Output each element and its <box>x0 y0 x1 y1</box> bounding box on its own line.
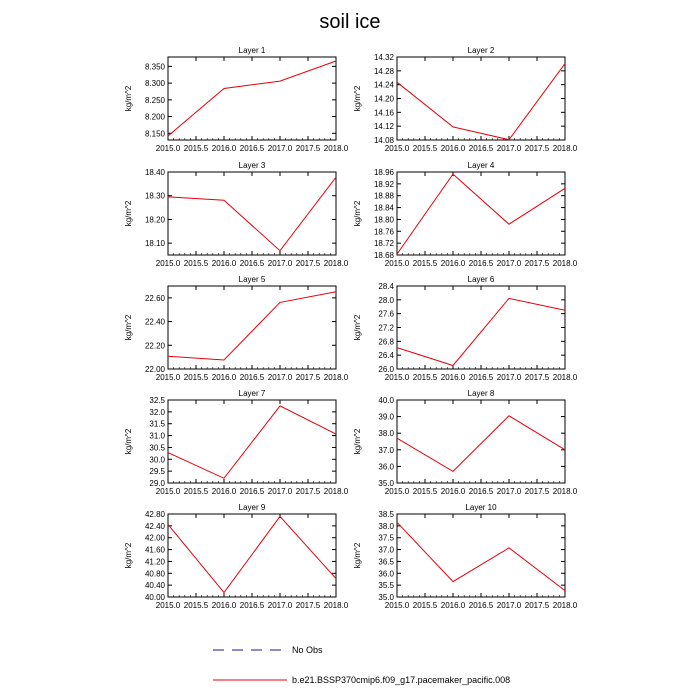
x-tick-label: 2017.0 <box>496 259 522 268</box>
x-tick-label: 2015.0 <box>384 373 410 382</box>
x-tick-label: 2016.5 <box>239 373 265 382</box>
y-tick-label: 18.20 <box>144 215 165 225</box>
y-tick-label: 42.00 <box>144 533 165 543</box>
y-tick-label: 14.12 <box>373 122 394 132</box>
x-tick-label: 2016.5 <box>239 144 265 153</box>
x-tick-label: 2015.0 <box>155 373 181 382</box>
y-tick-label: 28.0 <box>378 295 394 305</box>
x-tick-label: 2018.0 <box>323 601 349 610</box>
x-tick-label: 2016.0 <box>211 144 237 153</box>
y-tick-label: 39.0 <box>378 412 394 422</box>
series-line <box>168 61 336 136</box>
x-tick-label: 2017.0 <box>496 601 522 610</box>
x-tick-label: 2018.0 <box>323 259 349 268</box>
x-tick-label: 2015.5 <box>183 373 209 382</box>
x-tick-label: 2015.0 <box>384 259 410 268</box>
x-tick-label: 2018.0 <box>552 601 578 610</box>
y-tick-label: 26.4 <box>378 351 394 361</box>
x-tick-label: 2016.0 <box>211 487 237 496</box>
legend-model-label: b.e21.BSSP370cmip6.f09_g17.pacemaker_pacific.008 <box>292 675 511 685</box>
x-tick-label: 2016.5 <box>239 601 265 610</box>
chart-panel <box>124 161 349 268</box>
plot-frame <box>397 514 565 597</box>
chart-title: Layer 2 <box>467 46 495 55</box>
x-tick-label: 2015.0 <box>155 601 181 610</box>
x-tick-label: 2017.5 <box>295 487 321 496</box>
y-tick-label: 8.200 <box>144 112 165 122</box>
x-tick-label: 2017.5 <box>524 487 550 496</box>
y-tick-label: 14.20 <box>373 94 394 104</box>
y-tick-label: 40.00 <box>144 593 165 602</box>
y-tick-label: 18.30 <box>144 191 165 201</box>
y-tick-label: 14.24 <box>373 80 394 90</box>
y-axis-label: kg/m^2 <box>353 85 362 112</box>
x-tick-label: 2016.5 <box>239 487 265 496</box>
y-tick-label: 27.2 <box>378 323 394 333</box>
y-axis-label: kg/m^2 <box>353 314 362 341</box>
y-tick-label: 28.4 <box>378 282 394 291</box>
x-tick-label: 2018.0 <box>552 259 578 268</box>
y-tick-label: 8.250 <box>144 95 165 105</box>
x-tick-label: 2018.0 <box>323 487 349 496</box>
y-tick-label: 22.00 <box>144 365 165 374</box>
x-tick-label: 2015.0 <box>155 259 181 268</box>
x-tick-label: 2017.0 <box>496 373 522 382</box>
x-tick-label: 2016.0 <box>211 373 237 382</box>
plot-frame <box>168 286 336 369</box>
x-tick-label: 2015.5 <box>412 144 438 153</box>
x-tick-label: 2016.0 <box>440 259 466 268</box>
chart-title: Layer 7 <box>238 389 266 398</box>
y-tick-label: 22.40 <box>144 317 165 327</box>
y-axis-label: kg/m^2 <box>353 428 362 455</box>
chart-title: Layer 6 <box>467 275 495 284</box>
y-tick-label: 38.0 <box>378 521 394 531</box>
x-tick-label: 2017.5 <box>295 601 321 610</box>
chart-panel <box>124 275 349 382</box>
y-tick-label: 18.40 <box>144 168 165 177</box>
y-axis-label: kg/m^2 <box>124 314 133 341</box>
chart-title: Layer 5 <box>238 275 266 284</box>
x-tick-label: 2016.0 <box>440 373 466 382</box>
x-tick-label: 2015.5 <box>183 487 209 496</box>
y-tick-label: 37.5 <box>378 533 394 543</box>
chart-panel <box>124 46 349 153</box>
chart-panel <box>353 275 578 382</box>
y-tick-label: 8.350 <box>144 62 165 72</box>
x-tick-label: 2017.0 <box>267 144 293 153</box>
y-tick-label: 31.5 <box>149 419 165 429</box>
x-tick-label: 2017.0 <box>267 601 293 610</box>
y-tick-label: 14.28 <box>373 66 394 76</box>
x-tick-label: 2018.0 <box>323 144 349 153</box>
plot-frame <box>397 172 565 255</box>
x-tick-label: 2015.5 <box>412 373 438 382</box>
x-tick-label: 2015.0 <box>384 601 410 610</box>
x-tick-label: 2016.5 <box>468 259 494 268</box>
x-tick-label: 2016.0 <box>440 144 466 153</box>
chart-panel <box>353 161 578 268</box>
y-tick-label: 8.300 <box>144 79 165 89</box>
x-tick-label: 2015.0 <box>155 144 181 153</box>
series-line <box>168 406 336 478</box>
x-tick-label: 2016.5 <box>468 144 494 153</box>
y-tick-label: 37.0 <box>378 445 394 455</box>
y-tick-label: 35.0 <box>378 593 394 602</box>
y-tick-label: 18.10 <box>144 239 165 249</box>
x-tick-label: 2016.5 <box>468 487 494 496</box>
y-tick-label: 32.0 <box>149 407 165 417</box>
x-tick-label: 2017.0 <box>496 487 522 496</box>
x-tick-label: 2016.0 <box>440 487 466 496</box>
chart-title: Layer 8 <box>467 389 495 398</box>
y-tick-label: 29.5 <box>149 467 165 477</box>
y-tick-label: 35.0 <box>378 479 394 488</box>
chart-title: Layer 1 <box>238 46 266 55</box>
y-tick-label: 38.0 <box>378 429 394 439</box>
y-tick-label: 29.0 <box>149 479 165 488</box>
y-tick-label: 31.0 <box>149 431 165 441</box>
y-tick-label: 32.5 <box>149 396 165 405</box>
x-tick-label: 2017.5 <box>295 144 321 153</box>
chart-title: Layer 3 <box>238 161 266 170</box>
series-line <box>397 522 565 590</box>
y-tick-label: 40.0 <box>378 396 394 405</box>
y-tick-label: 36.0 <box>378 462 394 472</box>
y-tick-label: 18.88 <box>373 191 394 201</box>
chart-title: Layer 4 <box>467 161 495 170</box>
x-tick-label: 2015.5 <box>412 601 438 610</box>
y-tick-label: 18.80 <box>373 215 394 225</box>
x-tick-label: 2016.5 <box>468 601 494 610</box>
y-tick-label: 30.5 <box>149 443 165 453</box>
x-tick-label: 2018.0 <box>552 373 578 382</box>
series-line <box>168 516 336 592</box>
x-tick-label: 2017.5 <box>295 259 321 268</box>
y-axis-label: kg/m^2 <box>353 200 362 227</box>
y-tick-label: 18.72 <box>373 239 394 249</box>
x-tick-label: 2015.0 <box>155 487 181 496</box>
y-tick-label: 40.40 <box>144 581 165 591</box>
chart-panel <box>353 503 578 610</box>
x-tick-label: 2017.5 <box>524 259 550 268</box>
chart-panel <box>124 503 349 610</box>
y-axis-label: kg/m^2 <box>353 542 362 569</box>
chart-panel <box>353 46 578 153</box>
y-tick-label: 41.60 <box>144 545 165 555</box>
y-tick-label: 18.84 <box>373 203 394 213</box>
x-tick-label: 2015.0 <box>384 487 410 496</box>
x-tick-label: 2015.0 <box>384 144 410 153</box>
y-tick-label: 18.92 <box>373 179 394 189</box>
x-tick-label: 2017.0 <box>267 487 293 496</box>
y-tick-label: 8.150 <box>144 129 165 139</box>
panels <box>124 46 578 610</box>
y-axis-label: kg/m^2 <box>124 200 133 227</box>
x-tick-label: 2017.5 <box>295 373 321 382</box>
y-axis-label: kg/m^2 <box>124 428 133 455</box>
y-tick-label: 22.20 <box>144 341 165 351</box>
x-tick-label: 2016.5 <box>468 373 494 382</box>
series-line <box>397 64 565 140</box>
plot-frame <box>168 172 336 255</box>
y-tick-label: 36.0 <box>378 569 394 579</box>
y-tick-label: 42.80 <box>144 510 165 519</box>
y-tick-label: 26.8 <box>378 337 394 347</box>
y-tick-label: 22.60 <box>144 293 165 303</box>
x-tick-label: 2015.5 <box>412 487 438 496</box>
x-tick-label: 2017.5 <box>524 373 550 382</box>
y-tick-label: 18.76 <box>373 227 394 237</box>
plot-frame <box>168 57 336 140</box>
y-tick-label: 14.32 <box>373 53 394 62</box>
plot-frame <box>397 400 565 483</box>
series-line <box>397 174 565 254</box>
legend <box>213 645 510 685</box>
x-tick-label: 2016.0 <box>440 601 466 610</box>
x-tick-label: 2017.5 <box>524 144 550 153</box>
y-tick-label: 27.6 <box>378 309 394 319</box>
y-tick-label: 40.80 <box>144 569 165 579</box>
chart-title: Layer 9 <box>238 503 266 512</box>
x-tick-label: 2017.5 <box>524 601 550 610</box>
y-tick-label: 18.68 <box>373 251 394 260</box>
x-tick-label: 2015.5 <box>183 144 209 153</box>
y-tick-label: 41.20 <box>144 557 165 567</box>
y-tick-label: 36.5 <box>378 557 394 567</box>
y-axis-label: kg/m^2 <box>124 542 133 569</box>
series-line <box>397 298 565 365</box>
y-tick-label: 14.16 <box>373 108 394 118</box>
page-title: soil ice <box>319 11 381 33</box>
x-tick-label: 2016.5 <box>239 259 265 268</box>
x-tick-label: 2016.0 <box>211 259 237 268</box>
series-line <box>397 416 565 472</box>
series-line <box>168 292 336 360</box>
y-tick-label: 42.40 <box>144 521 165 531</box>
y-tick-label: 14.08 <box>373 136 394 145</box>
y-tick-label: 37.0 <box>378 545 394 555</box>
chart-panel <box>353 389 578 496</box>
x-tick-label: 2015.5 <box>412 259 438 268</box>
series-line <box>168 177 336 251</box>
x-tick-label: 2018.0 <box>323 373 349 382</box>
x-tick-label: 2017.0 <box>267 259 293 268</box>
y-axis-label: kg/m^2 <box>124 85 133 112</box>
chart-panel <box>124 389 349 496</box>
chart-title: Layer 10 <box>465 503 497 512</box>
x-tick-label: 2018.0 <box>552 487 578 496</box>
legend-obs-label: No Obs <box>292 645 323 655</box>
x-tick-label: 2017.0 <box>496 144 522 153</box>
x-tick-label: 2018.0 <box>552 144 578 153</box>
plot-frame <box>397 286 565 369</box>
y-tick-label: 18.96 <box>373 168 394 177</box>
x-tick-label: 2017.0 <box>267 373 293 382</box>
y-tick-label: 26.0 <box>378 365 394 374</box>
x-tick-label: 2016.0 <box>211 601 237 610</box>
y-tick-label: 38.5 <box>378 510 394 519</box>
y-tick-label: 35.5 <box>378 581 394 591</box>
x-tick-label: 2015.5 <box>183 259 209 268</box>
x-tick-label: 2015.5 <box>183 601 209 610</box>
y-tick-label: 30.0 <box>149 455 165 465</box>
